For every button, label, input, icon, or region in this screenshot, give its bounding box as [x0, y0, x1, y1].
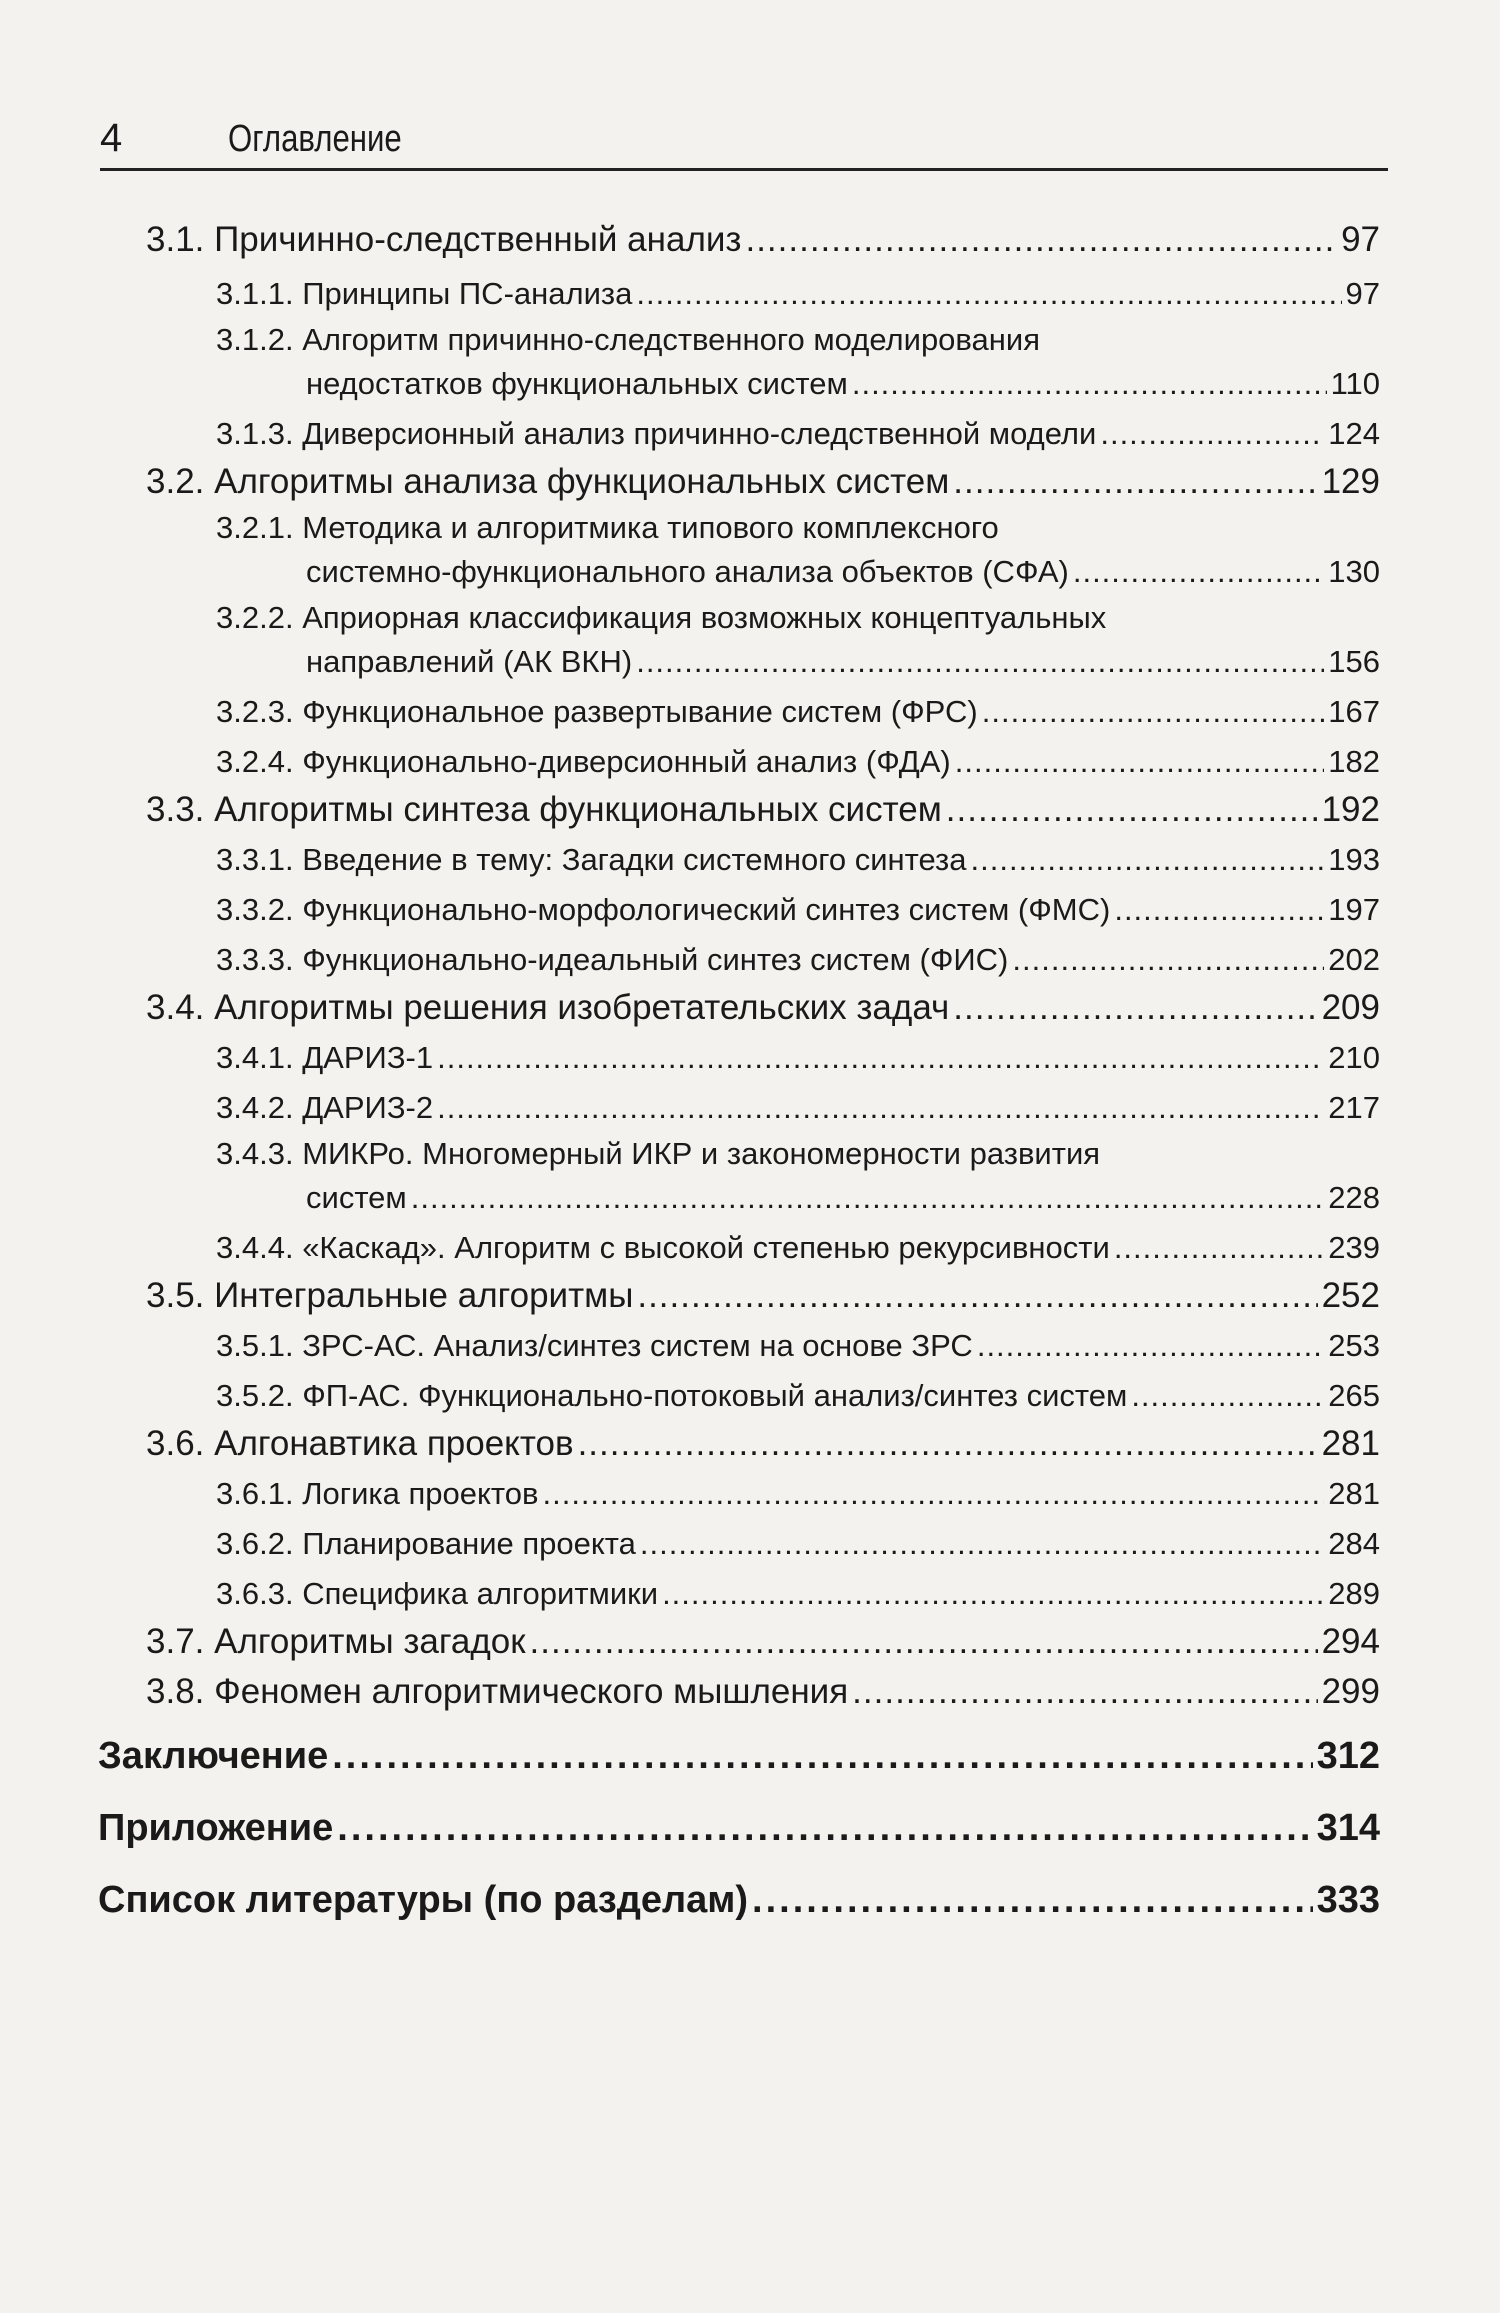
toc-page: 192 — [1321, 790, 1380, 829]
toc-entry[interactable]: систем ..... 228 — [306, 1176, 1380, 1220]
toc-page: 289 — [1328, 1576, 1380, 1611]
dot-leader — [953, 986, 1317, 1030]
dot-leader — [852, 362, 1327, 406]
dot-leader — [437, 1036, 1324, 1080]
dot-leader — [637, 1274, 1317, 1318]
toc-page: 265 — [1328, 1378, 1380, 1413]
dot-leader — [411, 1176, 1325, 1220]
toc-entry-line1[interactable]: 3.2.2. Априорная классификация возможных концептуальных — [216, 600, 1107, 635]
dot-leader — [1114, 1226, 1324, 1270]
toc-page: 210 — [1328, 1040, 1380, 1075]
toc-page: 197 — [1328, 892, 1380, 927]
dot-leader — [437, 1086, 1324, 1130]
toc-entry[interactable]: 3.6.3. Специфика алгоритмики ..... 289 — [216, 1572, 1380, 1616]
dot-leader — [971, 838, 1325, 882]
toc-entry[interactable]: 3.2. Алгоритмы анализа функциональных систем ..... 129 — [146, 460, 1380, 504]
dot-leader — [852, 1670, 1317, 1714]
toc-page: 110 — [1330, 366, 1380, 401]
toc-entry[interactable]: 3.5.2. ФП-АС. Функционально-потоковый анализ/синтез систем ..... 265 — [216, 1374, 1380, 1418]
dot-leader — [752, 1878, 1313, 1922]
dot-leader — [1012, 938, 1324, 982]
dot-leader — [1100, 412, 1324, 456]
dot-leader — [337, 1806, 1312, 1850]
dot-leader — [1073, 550, 1324, 594]
toc-entry[interactable]: 3.8. Феномен алгоритмического мышления ..... 299 — [146, 1670, 1380, 1714]
toc-entry[interactable]: 3.2.4. Функционально-диверсионный анализ (ФДА) ..... 182 — [216, 740, 1380, 784]
toc-page: 209 — [1321, 988, 1380, 1027]
toc-entry[interactable]: 3.3.2. Функционально-морфологический синтез систем (ФМС) ..... 197 — [216, 888, 1380, 932]
dot-leader — [1114, 888, 1324, 932]
toc-page: 129 — [1321, 462, 1380, 501]
dot-leader — [542, 1472, 1324, 1516]
dot-leader — [982, 690, 1325, 734]
dot-leader — [530, 1620, 1318, 1664]
toc-entry[interactable]: 3.1. Причинно-следственный анализ ..... 97 — [146, 218, 1380, 262]
toc-page: 312 — [1316, 1735, 1380, 1777]
toc-entry[interactable]: 3.6.2. Планирование проекта ..... 284 — [216, 1522, 1380, 1566]
toc-page: 130 — [1328, 554, 1380, 589]
running-title: Оглавление — [228, 118, 402, 160]
toc-entry[interactable]: 3.1.3. Диверсионный анализ причинно-следственной модели ..... 124 — [216, 412, 1380, 456]
toc-page: 239 — [1328, 1230, 1380, 1265]
dot-leader — [953, 460, 1317, 504]
dot-leader — [332, 1734, 1312, 1778]
toc-entry[interactable]: 3.2.3. Функциональное развертывание систем (ФРС) ..... 167 — [216, 690, 1380, 734]
toc-page: 281 — [1328, 1476, 1380, 1511]
toc-page: 299 — [1321, 1672, 1380, 1711]
dot-leader — [946, 788, 1318, 832]
toc-page: 333 — [1316, 1879, 1380, 1921]
toc-page: 97 — [1341, 220, 1380, 259]
toc-page: 202 — [1328, 942, 1380, 977]
toc-entry-line1[interactable]: 3.2.1. Методика и алгоритмика типового комплексного — [216, 510, 999, 545]
toc-entry[interactable]: 3.3.3. Функционально-идеальный синтез систем (ФИС) ..... 202 — [216, 938, 1380, 982]
toc-page: 228 — [1328, 1180, 1380, 1215]
dot-leader — [636, 272, 1341, 316]
toc-page: 217 — [1328, 1090, 1380, 1125]
dot-leader — [662, 1572, 1324, 1616]
dot-leader — [1131, 1374, 1324, 1418]
toc-page: 156 — [1328, 644, 1380, 679]
toc-entry[interactable]: 3.3.1. Введение в тему: Загадки системного синтеза ..... 193 — [216, 838, 1380, 882]
toc-page: 294 — [1321, 1622, 1380, 1661]
toc-entry[interactable]: 3.5. Интегральные алгоритмы ..... 252 — [146, 1274, 1380, 1318]
toc-entry[interactable]: Список литературы (по разделам) ..... 333 — [98, 1878, 1380, 1922]
dot-leader — [977, 1324, 1324, 1368]
toc-page: 97 — [1345, 276, 1380, 311]
toc-entry[interactable]: 3.4.1. ДАРИЗ-1 ..... 210 — [216, 1036, 1380, 1080]
dot-leader — [578, 1422, 1318, 1466]
dot-leader — [640, 1522, 1324, 1566]
toc-page: 124 — [1328, 416, 1380, 451]
toc-page: 252 — [1321, 1276, 1380, 1315]
toc-page: 253 — [1328, 1328, 1380, 1363]
toc-page: 193 — [1328, 842, 1380, 877]
toc-entry[interactable]: 3.6.1. Логика проектов ..... 281 — [216, 1472, 1380, 1516]
toc-entry-line1[interactable]: 3.1.2. Алгоритм причинно-следственного моделирования — [216, 322, 1041, 357]
page-header — [100, 108, 1388, 171]
toc-page: 284 — [1328, 1526, 1380, 1561]
dot-leader — [955, 740, 1325, 784]
toc-entry[interactable]: 3.7. Алгоритмы загадок ..... 294 — [146, 1620, 1380, 1664]
toc-page: 182 — [1328, 744, 1380, 779]
toc-entry[interactable]: направлений (АК ВКН) ..... 156 — [306, 640, 1380, 684]
toc-page: 314 — [1316, 1807, 1380, 1849]
toc-entry[interactable]: системно-функционального анализа объектов (СФА) ..... 130 — [306, 550, 1380, 594]
toc-entry[interactable]: недостатков функциональных систем ..... 110 — [306, 362, 1380, 406]
toc-entry[interactable]: 3.4.4. «Каскад». Алгоритм с высокой степенью рекурсивности ..... 239 — [216, 1226, 1380, 1270]
toc-entry[interactable]: 3.6. Алгонавтика проектов ..... 281 — [146, 1422, 1380, 1466]
dot-leader — [636, 640, 1324, 684]
page-number: 4 — [100, 116, 123, 160]
toc-entry[interactable]: 3.4. Алгоритмы решения изобретательских задач ..... 209 — [146, 986, 1380, 1030]
toc-entry[interactable]: 3.4.2. ДАРИЗ-2 ..... 217 — [216, 1086, 1380, 1130]
toc-entry[interactable]: 3.1.1. Принципы ПС-анализа ..... 97 — [216, 272, 1380, 316]
toc-entry-line1[interactable]: 3.4.3. МИКРо. Многомерный ИКР и закономерности развития — [216, 1136, 1101, 1171]
toc-entry[interactable]: Приложение ..... 314 — [98, 1806, 1380, 1850]
toc-entry[interactable]: 3.3. Алгоритмы синтеза функциональных систем ..... 192 — [146, 788, 1380, 832]
dot-leader — [745, 218, 1337, 262]
toc-page: 167 — [1328, 694, 1380, 729]
toc-page: 281 — [1321, 1424, 1380, 1463]
toc-entry[interactable]: 3.5.1. ЗРС-АС. Анализ/синтез систем на основе ЗРС ..... 253 — [216, 1324, 1380, 1368]
toc-entry[interactable]: Заключение ..... 312 — [98, 1734, 1380, 1778]
